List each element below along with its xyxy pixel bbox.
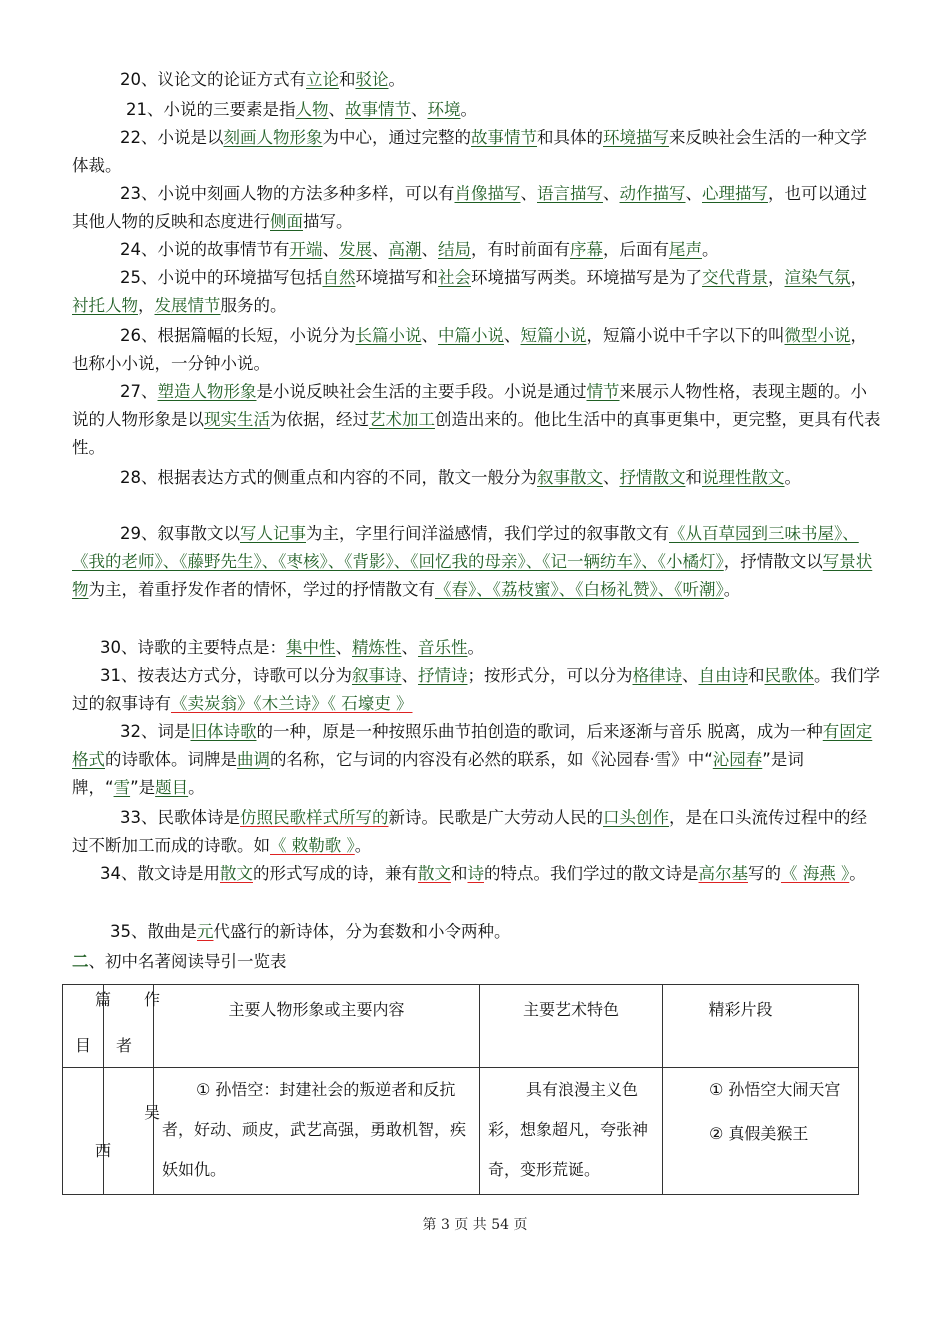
- row-title-cell: 西: [63, 1068, 104, 1195]
- answer-blank: 有固定格式: [72, 722, 873, 769]
- answer-blank: 民歌体: [764, 666, 814, 685]
- table-row: [63, 1068, 859, 1195]
- answer-blank: 散文: [220, 864, 253, 883]
- item-32: 32、词是旧体诗歌的一种，原是一种按照乐曲节拍创造的歌词，后来逐渐与音乐 脱离，成为一种有固定格式的诗歌体。词牌是曲调的名称，它与词的内容没有必然的联系，如《沁园春·雪》中“沁园春”是词牌，“雪”是题目。: [72, 722, 873, 797]
- answer-blank: 语言描写: [537, 184, 603, 203]
- page-footer: 第 3 页 共 54 页: [422, 1217, 528, 1233]
- answer-blank: 《 海燕 》: [781, 864, 850, 883]
- answer-blank: 高潮: [388, 240, 422, 259]
- item-33: 33、民歌体诗是仿照民歌样式所写的新诗。民歌是广大劳动人民的口头创作，是在口头流传过程中的经过不断加工而成的诗歌。如《 敕勒歌 》。: [72, 808, 867, 855]
- item-26: 26、根据篇幅的长短，小说分为长篇小说、中篇小说、短篇小说，短篇小说中千字以下的叫微型小说，也称小小说，一分钟小说。: [72, 326, 867, 373]
- answer-blank: 社会: [438, 268, 471, 287]
- item-20: 20、议论文的论证方式有立论和驳论。: [120, 70, 405, 89]
- answer-blank: 交代背景: [702, 268, 768, 287]
- answer-blank: 渲染气氛: [784, 268, 851, 287]
- table-header-row: [63, 985, 859, 1068]
- answer-blank: 开端: [289, 240, 323, 259]
- answer-blank: 《春》、《荔枝蜜》、《白杨礼赞》、《听潮》: [435, 580, 724, 599]
- row-art-cell: 具有浪漫主义色彩，想象超凡，夸张神奇，变形荒诞。: [480, 1068, 663, 1195]
- answer-blank: 塑造人物形象: [157, 382, 257, 401]
- answer-blank: 精炼性: [352, 638, 402, 657]
- answer-blank: 人物: [295, 100, 329, 119]
- answer-blank: 格律诗: [632, 666, 682, 685]
- header-excerpt-cell: 精彩片段: [663, 985, 859, 1068]
- answer-blank: 旧体诗歌: [190, 722, 257, 741]
- answer-blank: 散文: [418, 864, 451, 883]
- answer-blank: 动作描写: [619, 184, 686, 203]
- answer-blank: 环境: [427, 100, 461, 119]
- item-23: 23、小说中刻画人物的方法多种多样，可以有肖像描写、语言描写、动作描写、心理描写，也可以通过其他人物的反映和态度进行侧面描写。: [72, 184, 867, 231]
- answer-blank: 说理性散文: [702, 468, 785, 487]
- answer-blank: 音乐性: [418, 638, 468, 657]
- answer-blank: 心理描写: [702, 184, 768, 203]
- answer-blank: 立论: [306, 70, 339, 89]
- answer-blank: 《 敕勒歌 》: [270, 836, 355, 855]
- answer-blank: 尾声: [669, 240, 702, 259]
- answer-blank: 仿照民歌样式所写的: [240, 808, 389, 827]
- answer-blank: 结局: [438, 240, 471, 259]
- answer-blank: 口头创作: [603, 808, 669, 827]
- answer-blank: 写人记事: [240, 524, 306, 543]
- answer-blank: 自然: [322, 268, 356, 287]
- answer-blank: 环境描写: [603, 128, 669, 147]
- header-title-cell: 篇 目: [63, 985, 104, 1068]
- header-content-cell: 主要人物形象或主要内容: [154, 985, 480, 1068]
- answer-blank: 集中性: [286, 638, 336, 657]
- answer-blank: 元: [197, 922, 214, 941]
- answer-blank: 故事情节: [345, 100, 411, 119]
- item-30: 30、诗歌的主要特点是：集中性、精炼性、音乐性。: [100, 638, 484, 657]
- answer-blank: 序幕: [570, 240, 603, 259]
- row-excerpt-cell: ① 孙悟空大闹天宫 ② 真假美猴王: [663, 1068, 859, 1195]
- answer-blank: 微型小说: [784, 326, 851, 345]
- header-author-cell: 作 者: [104, 985, 154, 1068]
- answer-blank: 高尔基: [698, 864, 748, 883]
- answer-blank: 诗: [467, 864, 484, 883]
- answer-blank: 自由诗: [698, 666, 748, 685]
- answer-blank: 艺术加工: [369, 410, 435, 429]
- item-22: 22、小说是以刻画人物形象为中心，通过完整的故事情节和具体的环境描写来反映社会生活的一种文学体裁。: [72, 128, 867, 175]
- answer-blank: 现实生活: [204, 410, 270, 429]
- item-29: 29、叙事散文以写人记事为主，字里行间洋溢感情，我们学过的叙事散文有《从百草园到三味书屋》、《我的老师》、《藤野先生》、《枣核》、《背影》、《回忆我的母亲》、《记一辆纺车》、《小橘灯》，抒情散文以写景状物为主，着重抒发作者的情怀，学过的抒情散文有《春》、《荔枝蜜》、《白杨礼赞》、《听潮》。: [72, 524, 873, 599]
- answer-blank: 叙事诗: [352, 666, 402, 685]
- row-author-cell: 吴: [104, 1068, 154, 1195]
- item-24: 24、小说的故事情节有开端、发展、高潮、结局，有时前面有序幕，后面有尾声。: [120, 240, 719, 259]
- item-31: 31、按表达方式分，诗歌可以分为叙事诗、抒情诗；按形式分，可以分为格律诗、自由诗和民歌体。我们学过的叙事诗有《卖炭翁》《木兰诗》《 石壕吏 》: [72, 666, 880, 713]
- reading-guide-table: [62, 984, 859, 1195]
- item-21: 21、小说的三要素是指人物、故事情节、环境。: [126, 100, 477, 119]
- answer-blank: 发展: [339, 240, 372, 259]
- answer-blank: 《从百草园到三味书屋》、《我的老师》、《藤野先生》、《枣核》、《背影》、《回忆我的母亲》、《记一辆纺车》、《小橘灯》: [72, 524, 859, 571]
- item-25: 25、小说中的环境描写包括自然环境描写和社会环境描写两类。环境描写是为了交代背景，渲染气氛，衬托人物，发展情节服务的。: [72, 268, 867, 315]
- answer-blank: 《卖炭翁》《木兰诗》《 石壕吏 》: [171, 694, 413, 713]
- answer-blank: 抒情诗: [418, 666, 468, 685]
- answer-blank: 发展情节: [154, 296, 221, 315]
- row-content-cell: ① 孙悟空：封建社会的叛逆者和反抗者，好动、顽皮，武艺高强，勇敢机智，疾妖如仇。: [154, 1068, 480, 1195]
- answer-blank: 侧面: [270, 212, 303, 231]
- item-27: 27、塑造人物形象是小说反映社会生活的主要手段。小说是通过情节来展示人物性格，表现主题的。小说的人物形象是以现实生活为依据，经过艺术加工创造出来的。他比生活中的真事更集中，更完整，更具有代表性。: [72, 382, 881, 457]
- header-art-cell: 主要艺术特色: [480, 985, 663, 1068]
- section-heading: 二、初中名著阅读导引一览表: [72, 952, 287, 971]
- answer-blank: 中篇小说: [438, 326, 504, 345]
- answer-blank: 情节: [586, 382, 620, 401]
- answer-blank: 抒情散文: [619, 468, 686, 487]
- answer-blank: 雪: [113, 778, 131, 797]
- answer-blank: 曲调: [237, 750, 270, 769]
- answer-blank: 短篇小说: [520, 326, 587, 345]
- answer-blank: 沁园春: [712, 750, 763, 769]
- answer-blank: 刻画人物形象: [223, 128, 323, 147]
- answer-blank: 长篇小说: [355, 326, 422, 345]
- item-35: 35、散曲是元代盛行的新诗体，分为套数和小令两种。: [110, 922, 511, 941]
- answer-blank: 写景状物: [72, 552, 873, 599]
- item-34: 34、散文诗是用散文的形式写成的诗，兼有散文和诗的特点。我们学过的散文诗是高尔基写的《 海燕 》。: [100, 864, 866, 883]
- answer-blank: 肖像描写: [454, 184, 521, 203]
- answer-blank: 题目: [155, 778, 189, 797]
- answer-blank: 驳论: [355, 70, 389, 89]
- answer-blank: 故事情节: [471, 128, 537, 147]
- answer-blank: 叙事散文: [537, 468, 603, 487]
- item-28: 28、根据表达方式的侧重点和内容的不同，散文一般分为叙事散文、抒情散文和说理性散文。: [120, 468, 801, 487]
- answer-blank: 衬托人物: [72, 296, 138, 315]
